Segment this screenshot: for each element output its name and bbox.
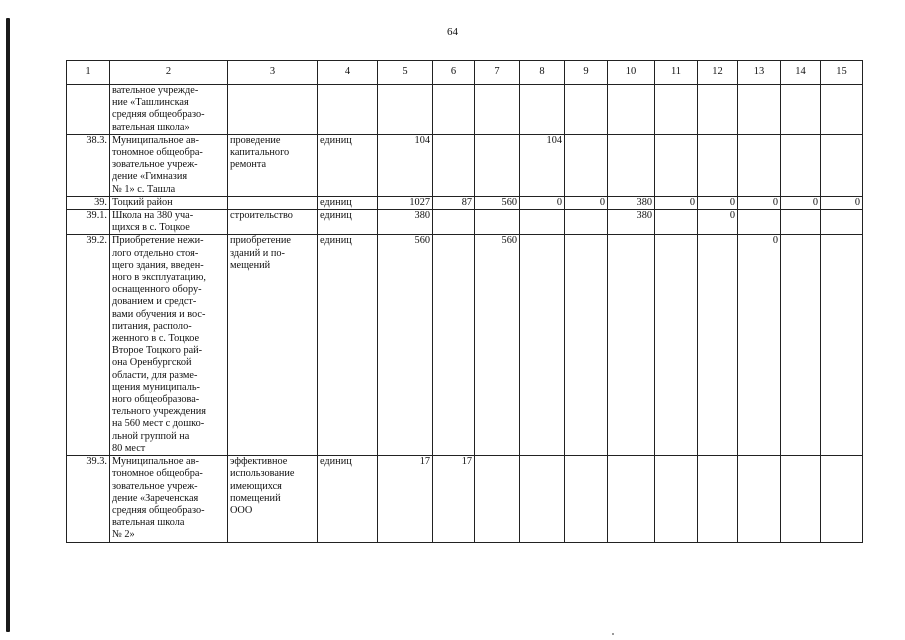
table-cell (318, 85, 378, 135)
table-cell: Муниципальное ав- тономное общеобра- зовательное учреж- дение «Гимназия № 1» с. Ташла (110, 134, 228, 196)
table-cell: единиц (318, 210, 378, 235)
table-cell (520, 235, 565, 456)
table-cell (228, 85, 318, 135)
table-cell: вательное учрежде- ние «Ташлинская средняя общеобразо- вательная школа» (110, 85, 228, 135)
table-cell (738, 134, 781, 196)
table-cell: 104 (520, 134, 565, 196)
table-cell (608, 456, 655, 542)
table-cell: 560 (475, 235, 520, 456)
table-cell: 38.3. (67, 134, 110, 196)
table-cell (565, 134, 608, 196)
table-cell (821, 85, 863, 135)
table-cell (738, 210, 781, 235)
table-cell: единиц (318, 196, 378, 209)
table-cell: 0 (738, 235, 781, 456)
table-cell: 87 (433, 196, 475, 209)
table-cell: 0 (781, 196, 821, 209)
table-cell: Тоцкий район (110, 196, 228, 209)
table-cell (378, 85, 433, 135)
table-cell: 0 (698, 210, 738, 235)
table-cell (433, 210, 475, 235)
table-cell: 0 (738, 196, 781, 209)
scan-edge (6, 18, 10, 632)
table-cell (655, 134, 698, 196)
table-cell (781, 456, 821, 542)
table-cell (738, 456, 781, 542)
table-cell (228, 196, 318, 209)
table-cell (781, 85, 821, 135)
column-header: 4 (318, 61, 378, 85)
table-cell (520, 456, 565, 542)
table-cell (475, 210, 520, 235)
table-cell: 380 (378, 210, 433, 235)
column-header: 14 (781, 61, 821, 85)
table-cell: 0 (655, 196, 698, 209)
table-cell (781, 210, 821, 235)
table-cell: 0 (520, 196, 565, 209)
table-cell: 380 (608, 210, 655, 235)
table-cell: 560 (475, 196, 520, 209)
table-cell (655, 85, 698, 135)
column-header: 6 (433, 61, 475, 85)
table-row (67, 210, 863, 235)
column-header: 10 (608, 61, 655, 85)
table-cell (698, 456, 738, 542)
table-cell: Муниципальное ав- тономное общеобра- зовательное учреж- дение «Зареченская средняя общеобразо- вательная школа № 2» (110, 456, 228, 542)
table-cell (520, 210, 565, 235)
column-header: 12 (698, 61, 738, 85)
table-cell: эффективное использование имеющихся помещений ООО (228, 456, 318, 542)
table-cell: 0 (821, 196, 863, 209)
table-cell: 17 (433, 456, 475, 542)
table-cell (655, 235, 698, 456)
table-cell (821, 134, 863, 196)
column-header: 8 (520, 61, 565, 85)
table-row (67, 456, 863, 542)
table-cell (738, 85, 781, 135)
table-cell: 0 (698, 196, 738, 209)
scan-speck (612, 633, 614, 635)
table-cell (821, 235, 863, 456)
table-cell (475, 134, 520, 196)
table-cell: 17 (378, 456, 433, 542)
table-cell (821, 456, 863, 542)
page-number: 64 (447, 26, 458, 38)
column-header: 2 (110, 61, 228, 85)
table-cell: 39.2. (67, 235, 110, 456)
table-row (67, 85, 863, 135)
table-row (67, 235, 863, 456)
table-cell (698, 134, 738, 196)
table-header-row (67, 61, 863, 85)
table-cell: приобретение зданий и по- мещений (228, 235, 318, 456)
table-cell (67, 85, 110, 135)
table-cell: единиц (318, 134, 378, 196)
table-cell: 39. (67, 196, 110, 209)
table-cell (433, 85, 475, 135)
table-cell (565, 85, 608, 135)
table-cell (608, 134, 655, 196)
table-cell (433, 134, 475, 196)
table-cell (565, 235, 608, 456)
table-cell (821, 210, 863, 235)
table-cell: Школа на 380 уча- щихся в с. Тоцкое (110, 210, 228, 235)
table-cell (565, 456, 608, 542)
table-cell (475, 456, 520, 542)
table-cell (608, 85, 655, 135)
table-cell: 39.1. (67, 210, 110, 235)
table-cell (475, 85, 520, 135)
table-cell: 1027 (378, 196, 433, 209)
table-cell: 560 (378, 235, 433, 456)
column-header: 13 (738, 61, 781, 85)
column-header: 15 (821, 61, 863, 85)
table-cell (781, 134, 821, 196)
column-header: 7 (475, 61, 520, 85)
table-cell (565, 210, 608, 235)
table-cell: 39.3. (67, 456, 110, 542)
table-cell: 104 (378, 134, 433, 196)
column-header: 5 (378, 61, 433, 85)
table-cell (655, 456, 698, 542)
column-header: 1 (67, 61, 110, 85)
table-cell: Приобретение нежи- лого отдельно стоя- щего здания, введен- ного в эксплуатацию, оснащенного обору- дованием и средст- вами обучения и вос- питания, располо- женного в с. Тоцкое Второе Тоцкого рай- она Оренбургской области, для разме- щения муниципаль- ного общеобразова- тельного учреждения на 560 мест с дошко- льной группой на 80 мест (110, 235, 228, 456)
table-cell (781, 235, 821, 456)
table-cell (520, 85, 565, 135)
table-cell (698, 235, 738, 456)
column-header: 9 (565, 61, 608, 85)
table-cell: проведение капитального ремонта (228, 134, 318, 196)
table-cell: единиц (318, 235, 378, 456)
table-cell (608, 235, 655, 456)
column-header: 3 (228, 61, 318, 85)
table-cell (433, 235, 475, 456)
table-cell: 380 (608, 196, 655, 209)
table-cell: строительство (228, 210, 318, 235)
table-cell (655, 210, 698, 235)
table-row (67, 196, 863, 209)
table-cell (698, 85, 738, 135)
table-cell: 0 (565, 196, 608, 209)
column-header: 11 (655, 61, 698, 85)
table-cell: единиц (318, 456, 378, 542)
table-row (67, 134, 863, 196)
data-table (66, 60, 863, 543)
